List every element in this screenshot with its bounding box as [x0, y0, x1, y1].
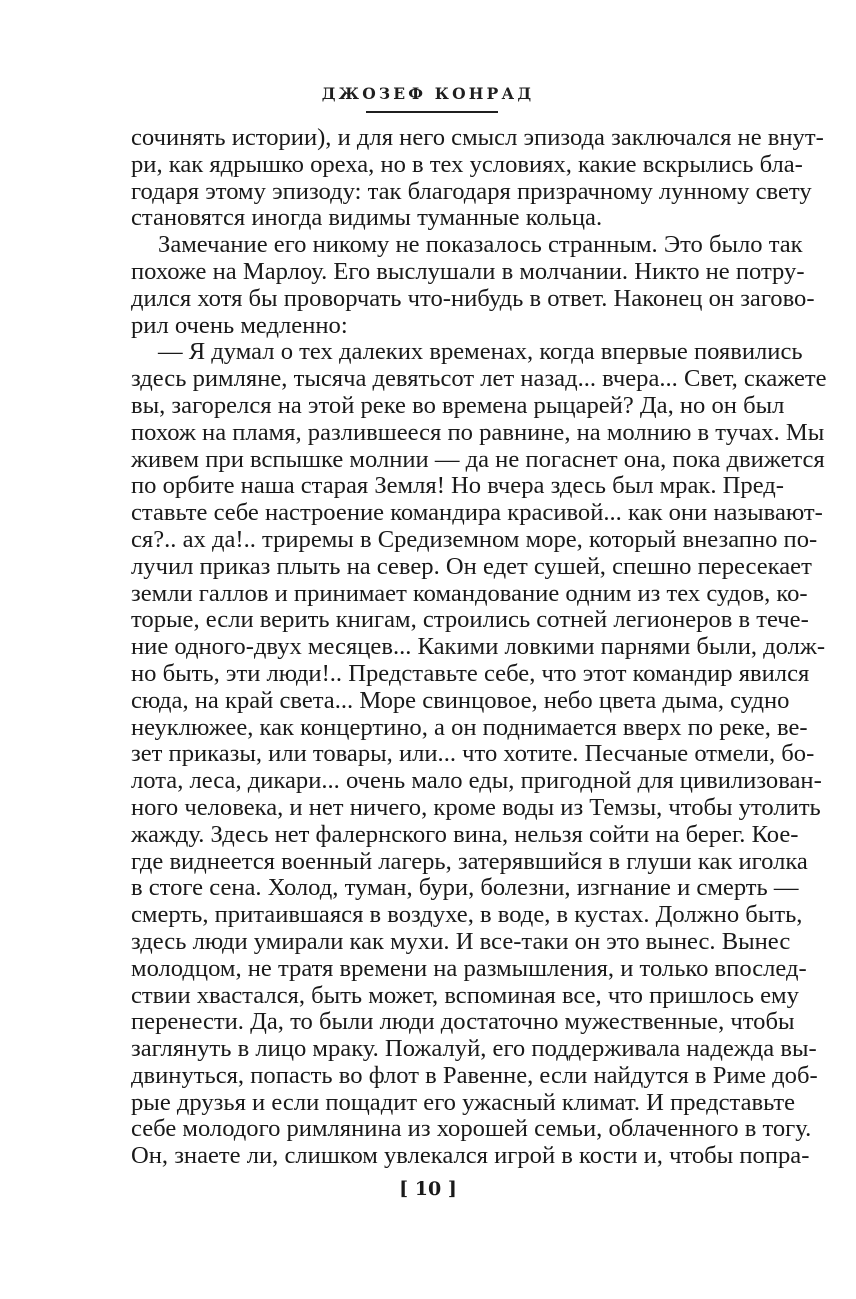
text-line: ние одного-двух месяцев... Какими ловкими парнями были, долж-	[131, 633, 826, 661]
text-line: здесь люди умирали как мухи. И все-таки он это вынес. Вынес	[131, 927, 791, 955]
text-line: где виднеется военный лагерь, затерявшийся в глуши как иголка	[131, 847, 808, 875]
text-line: сочинять истории), и для него смысл эпизода заключался не внут-	[131, 124, 824, 151]
text-line: ся?.. ах да!.. триремы в Средиземном море, который внезапно по-	[131, 525, 818, 553]
page-number: [ 10 ]	[399, 1178, 457, 1200]
text-line: ри, как ядрышко ореха, но в тех условиях, какие вскрылись бла-	[131, 150, 803, 178]
text-line: Замечание его никому не показалось странным. Это было так	[158, 231, 803, 259]
text-line: похож на пламя, разлившееся по равнине, на молнию в тучах. Мы	[131, 418, 825, 446]
text-line: годаря этому эпизоду: так благодаря призрачному лунному свету	[131, 177, 812, 205]
text-line: смерть, притаившаяся в воздухе, в воде, в кустах. Должно быть,	[131, 901, 803, 929]
text-line: лучил приказ плыть на север. Он едет сушей, спешно пересекает	[131, 552, 812, 580]
text-line: становятся иногда видимы туманные кольца.	[131, 204, 603, 232]
text-line: заглянуть в лицо мраку. Пожалуй, его поддерживала надежда вы-	[131, 1035, 817, 1063]
body-text	[131, 124, 827, 1170]
text-line: зет приказы, или товары, или... что хотите. Песчаные отмели, бо-	[131, 740, 815, 768]
text-line: земли галлов и принимает командование одним из тех судов, ко-	[131, 579, 808, 607]
text-line: ного человека, и нет ничего, кроме воды из Темзы, чтобы утолить	[131, 793, 821, 821]
running-head-author: ДЖОЗЕФ КОНРАД	[321, 84, 535, 103]
text-line: сюда, на край света... Море свинцовое, небо цвета дыма, судно	[131, 686, 790, 714]
text-line: по орбите наша старая Земля! Но вчера здесь был мрак. Пред-	[131, 472, 784, 500]
text-line: похоже на Марлоу. Его выслушали в молчании. Никто не потру-	[131, 257, 805, 285]
text-line: рые друзья и если пощадит его ужасный климат. И представьте	[131, 1088, 796, 1116]
text-line: рил очень медленно:	[131, 311, 348, 339]
text-line: в стоге сена. Холод, туман, бури, болезни, изгнание и смерть —	[131, 874, 799, 902]
text-line: живем при вспышке молнии — да не погаснет она, пока движется	[131, 445, 825, 473]
text-line: себе молодого римлянина из хорошей семьи, облаченного в тогу.	[131, 1115, 812, 1143]
text-line: жажду. Здесь нет фалернского вина, нельзя сойти на берег. Кое-	[131, 820, 799, 848]
text-line: торые, если верить книгам, строились сотней легионеров в тече-	[131, 606, 809, 634]
text-line: Он, знаете ли, слишком увлекался игрой в кости и, чтобы попра-	[131, 1142, 810, 1170]
text-line: ствии хвастался, быть может, вспоминая все, что пришлось ему	[131, 981, 799, 1009]
text-line: дился хотя бы проворчать что-нибудь в ответ. Наконец он загово-	[131, 284, 815, 312]
text-line: лота, леса, дикари... очень мало еды, пригодной для цивилизован-	[131, 767, 822, 795]
text-line: вы, загорелся на этой реке во времена рыцарей? Да, но он был	[131, 391, 785, 419]
text-line: ставьте себе настроение командира красивой... как они называют-	[131, 499, 823, 527]
text-line: неуклюжее, как концертино, а он поднимается вверх по реке, ве-	[131, 713, 808, 741]
text-line: двинуться, попасть во флот в Равенне, если найдутся в Риме доб-	[131, 1061, 818, 1089]
text-line: здесь римляне, тысяча девятьсот лет назад... вчера... Свет, скажете	[131, 365, 827, 393]
text-line: но быть, эти люди!.. Представьте себе, что этот командир явился	[131, 659, 810, 687]
header-rule	[366, 111, 498, 113]
text-line: молодцом, не тратя времени на размышления, и только впослед-	[131, 954, 807, 982]
text-line: — Я думал о тех далеких временах, когда впервые появились	[158, 338, 803, 366]
text-line: перенести. Да, то были люди достаточно мужественные, чтобы	[131, 1008, 795, 1036]
